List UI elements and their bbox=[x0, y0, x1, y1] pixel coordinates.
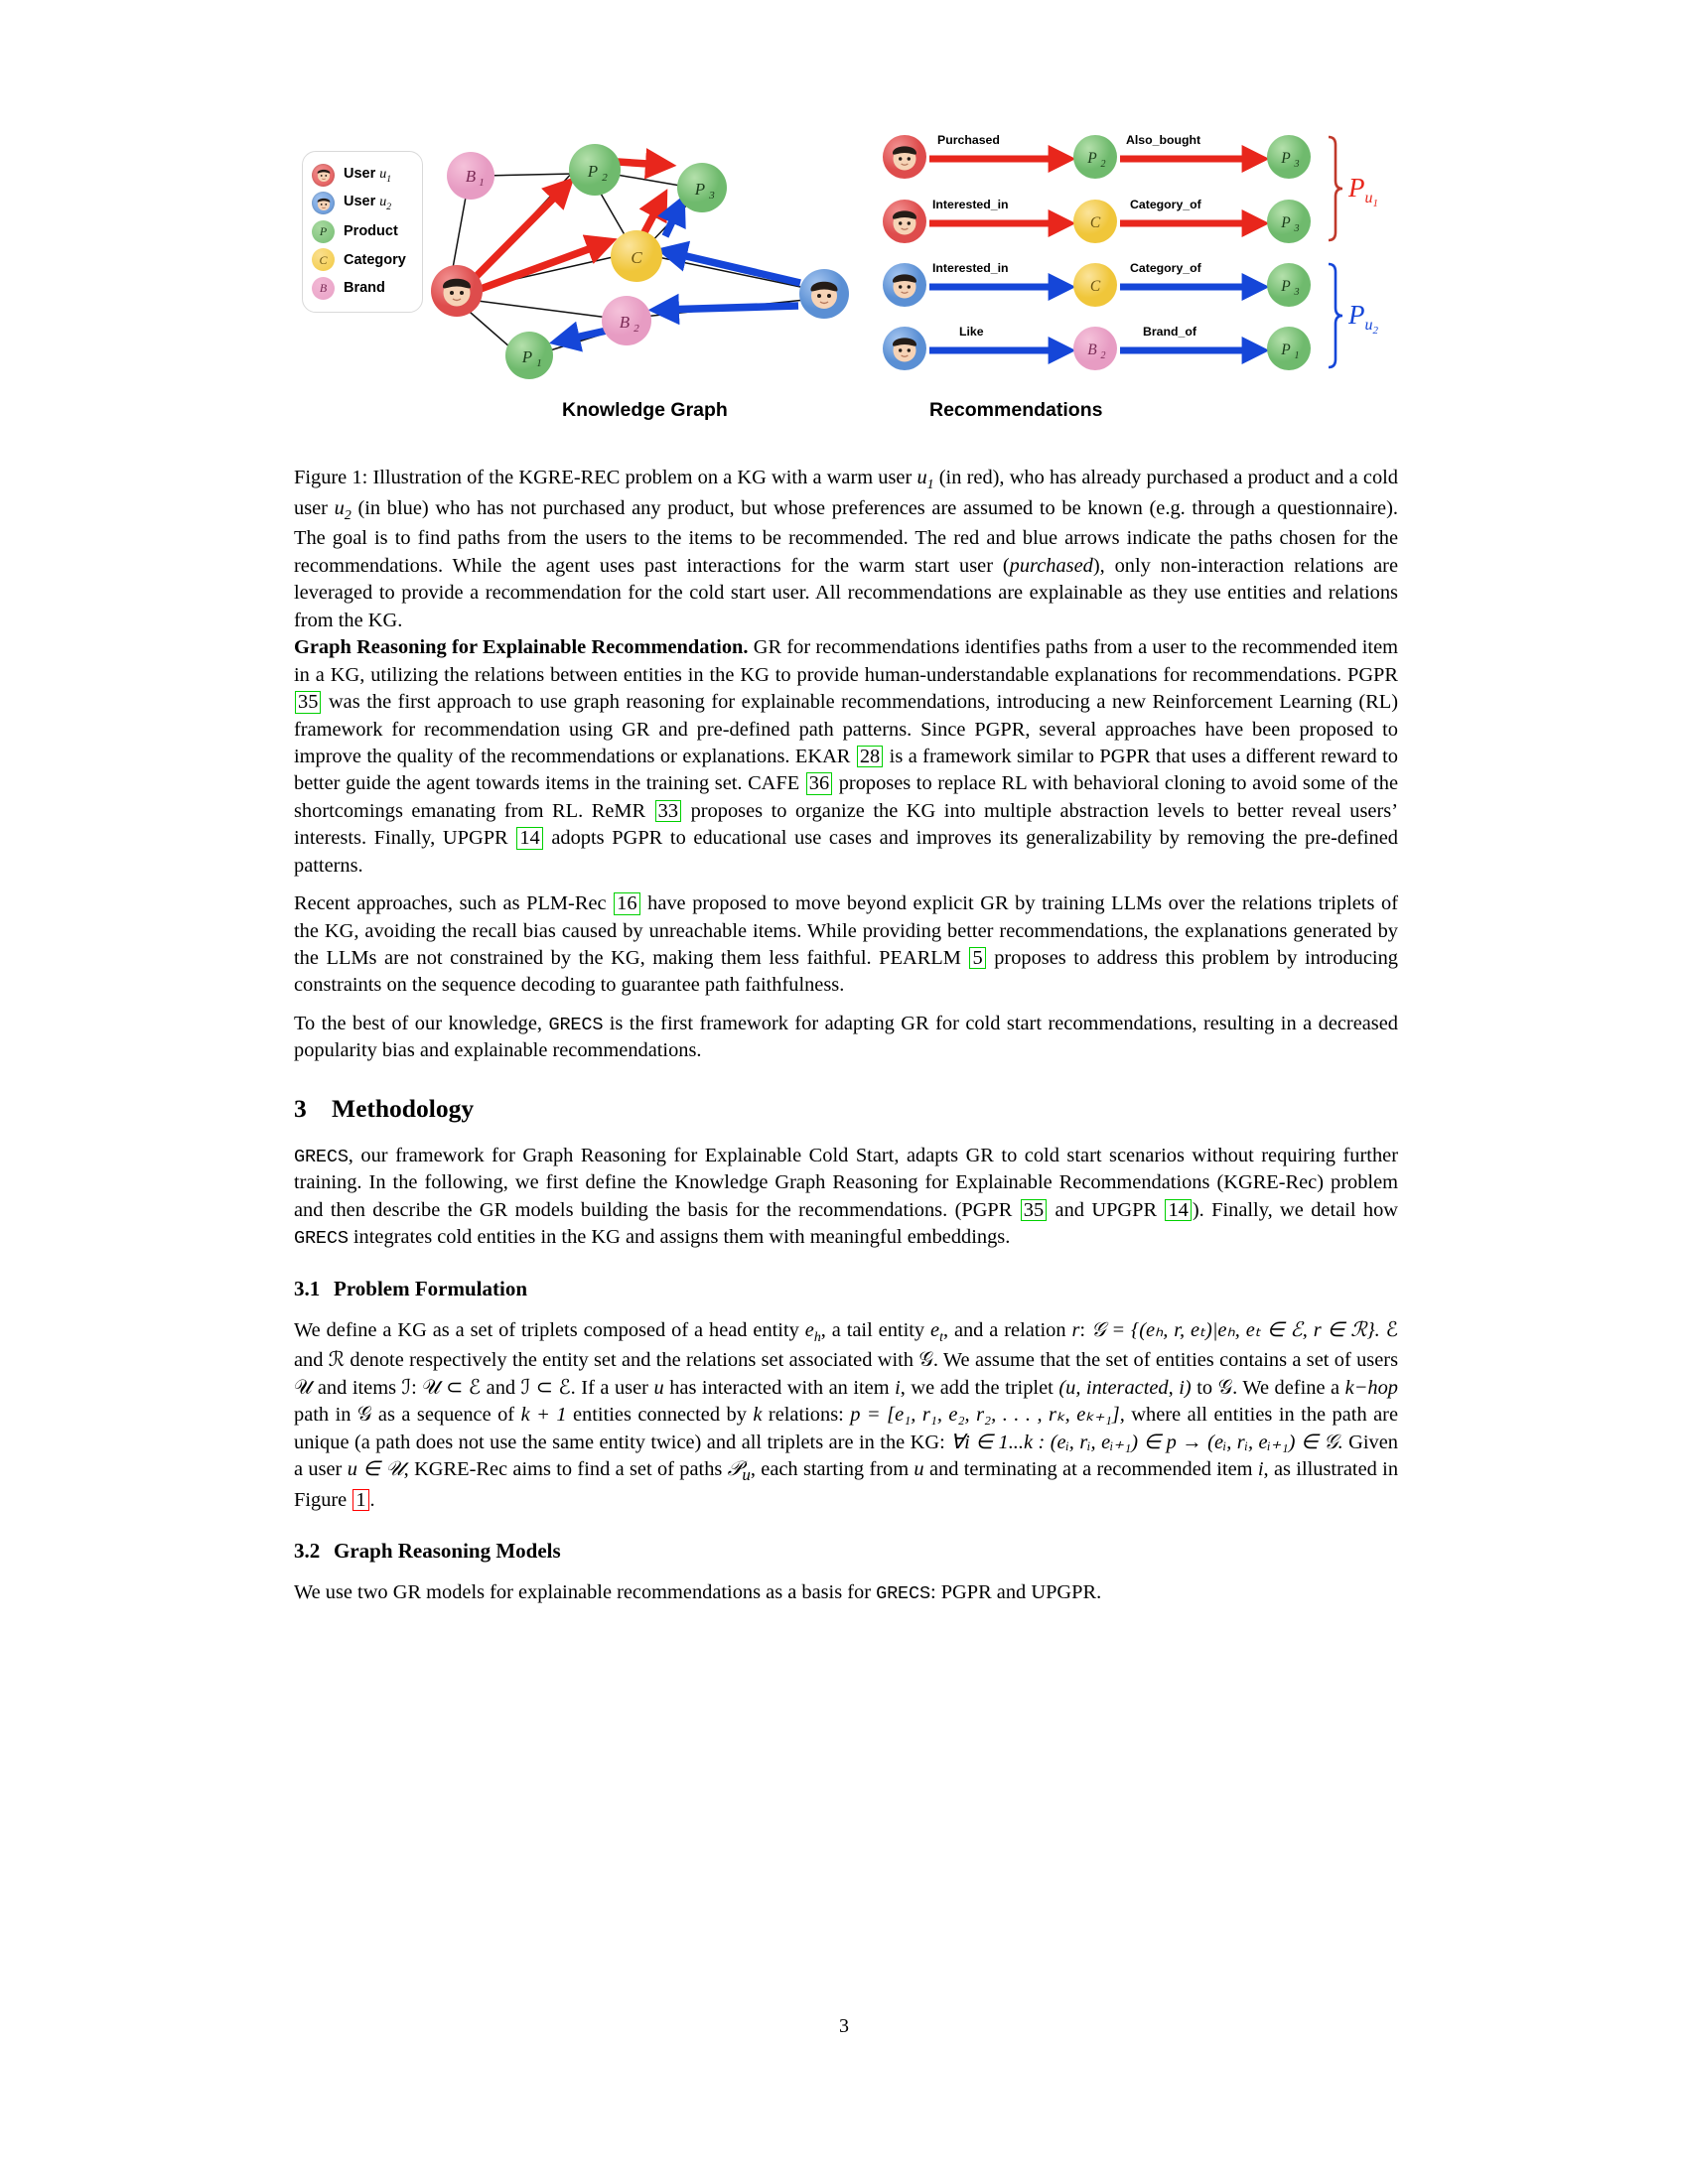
pf-t4: : bbox=[1079, 1318, 1091, 1341]
legend-label-product: Product bbox=[344, 223, 398, 240]
paragraph-runin-heading: Graph Reasoning for Explainable Recommendation. bbox=[294, 636, 749, 659]
citation-35-b[interactable]: 35 bbox=[1021, 1199, 1047, 1221]
svg-text:P: P bbox=[521, 347, 533, 366]
caption-math-u1: $u_1$ bbox=[916, 467, 934, 493]
caption-text-1: Illustration of the KGRE-REC problem on a KG with a warm user bbox=[367, 467, 917, 488]
rec-row-4 bbox=[883, 325, 1311, 370]
kg-node-category bbox=[611, 230, 662, 282]
brand-node-icon: B bbox=[312, 277, 335, 300]
kg-node-b2 bbox=[602, 296, 651, 345]
kg-node-p2 bbox=[569, 144, 621, 196]
legend-label-category: Category bbox=[344, 251, 406, 268]
figure-1 bbox=[294, 129, 1398, 457]
grecs-mono-2: GRECS bbox=[294, 1146, 349, 1167]
svg-text:Category_of: Category_of bbox=[1130, 198, 1201, 211]
page-content bbox=[294, 129, 1398, 1618]
svg-text:1: 1 bbox=[536, 357, 542, 369]
pf-equation-1: 𝒢 = {(eₕ, r, eₜ)|eₕ, eₜ ∈ ℰ, r ∈ ℛ}. bbox=[1090, 1318, 1380, 1341]
figure-legend bbox=[302, 151, 423, 313]
pf-t3: , and a relation bbox=[942, 1318, 1072, 1341]
svg-text:C: C bbox=[1089, 214, 1101, 231]
svg-text:B: B bbox=[619, 313, 631, 332]
svg-text:P: P bbox=[1281, 278, 1291, 295]
svg-text:1: 1 bbox=[479, 177, 485, 189]
pf-equation-5: p = [e₁, r₁, e₂, r₂, . . . , rₖ, eₖ₊₁], bbox=[850, 1404, 1125, 1427]
figure-reference-1[interactable]: 1 bbox=[352, 1489, 368, 1511]
paragraph-recent-approaches bbox=[294, 890, 1398, 1000]
svg-text:C: C bbox=[1089, 278, 1101, 295]
rw-p2-b: have proposed to move beyond explicit GR by training LLMs over the relations triplets of the KG, avoiding the recall bias caused by unreachable items. While providing better recommendations, the explanations generated by the LLMs are not constrained by the KG, making them less faithful. PEARLM bbox=[294, 892, 1399, 970]
svg-text:P: P bbox=[587, 162, 599, 181]
recommendations-diagram bbox=[860, 129, 1398, 387]
pf-math-i2: i bbox=[1257, 1458, 1264, 1481]
figure-caption bbox=[294, 465, 1398, 634]
grecs-mono-4: GRECS bbox=[876, 1583, 930, 1605]
rw-p1-c: is a framework similar to PGPR that uses a different reward to better guide the agent towards items in the training set. CAFE bbox=[294, 745, 1398, 795]
paragraph-problem-formulation bbox=[294, 1317, 1398, 1515]
pf-equation-2: (u, interacted, i) bbox=[1058, 1376, 1192, 1399]
product-node-icon: P bbox=[312, 220, 335, 243]
grecs-mono-3: GRECS bbox=[294, 1228, 349, 1250]
rw-p1-d: proposes to replace RL with behavioral cloning to avoid some of the shortcomings emanating from RL. ReMR bbox=[294, 772, 1398, 822]
pf-t11: relations: bbox=[762, 1404, 851, 1427]
svg-text:Category_of: Category_of bbox=[1130, 261, 1201, 275]
kg-node-user-u1 bbox=[431, 265, 483, 317]
legend-label-user-u1: User $u_1$ bbox=[344, 165, 392, 185]
citation-33[interactable]: 33 bbox=[655, 800, 681, 822]
pf-math-i: i bbox=[895, 1376, 901, 1399]
legend-item bbox=[312, 217, 414, 246]
svg-text:P: P bbox=[1281, 150, 1291, 167]
pf-math-pu: 𝒫$_u$ bbox=[727, 1458, 751, 1485]
pf-math-et: $e_t$ bbox=[930, 1318, 943, 1345]
svg-text:P: P bbox=[694, 180, 706, 199]
path-set-label-u1: $P_{u_1}$ bbox=[1348, 173, 1378, 210]
svg-text:2: 2 bbox=[1100, 159, 1106, 170]
svg-text:2: 2 bbox=[602, 172, 608, 184]
kg-node-p1 bbox=[505, 332, 553, 379]
svg-text:3: 3 bbox=[709, 190, 715, 202]
svg-text:P: P bbox=[1087, 150, 1097, 167]
subsection-title: Problem Formulation bbox=[334, 1276, 528, 1300]
pf-t12: where all entities in the path are unique (a path does not use the same entity twice) and all triplets are in the KG: bbox=[294, 1404, 1399, 1453]
pf-t9: path in 𝒢 as a sequence of bbox=[294, 1404, 521, 1427]
path-set-braces bbox=[1329, 137, 1342, 367]
pf-t14: , KGRE-Rec aims to find a set of paths bbox=[403, 1458, 728, 1481]
svg-text:Brand_of: Brand_of bbox=[1143, 325, 1196, 339]
rw-p2-c: proposes to address this problem by introducing constraints on the sequence decoding to guarantee path faithfulness. bbox=[294, 947, 1398, 997]
subsection-heading-problem-formulation bbox=[294, 1277, 1398, 1301]
legend-item bbox=[312, 190, 414, 218]
rw-p1-e: proposes to organize the KG into multiple abstraction levels to better reveal users’ interests. Finally, UPGPR bbox=[294, 799, 1398, 850]
kg-node-b1 bbox=[447, 152, 494, 200]
kg-blue-path-arrows bbox=[562, 206, 800, 341]
pf-t10: entities connected by bbox=[566, 1404, 754, 1427]
svg-text:B: B bbox=[465, 167, 477, 186]
svg-text:3: 3 bbox=[1294, 223, 1300, 234]
figure-sublabel-recommendations: Recommendations bbox=[929, 399, 1103, 421]
subsection-title: Graph Reasoning Models bbox=[334, 1539, 561, 1564]
knowledge-graph-diagram bbox=[423, 129, 850, 387]
caption-italic-purchased: purchased bbox=[1009, 554, 1093, 577]
svg-text:3: 3 bbox=[1294, 159, 1300, 170]
citation-35[interactable]: 35 bbox=[295, 691, 321, 713]
caption-math-u2: $u_2$ bbox=[334, 496, 352, 523]
paragraph-contribution bbox=[294, 1011, 1398, 1065]
pf-equation-6: ∀i ∈ 1...k : (eᵢ, rᵢ, eᵢ₊₁) ∈ p → (eᵢ, rᵢ, eᵢ₊₁) ∈ 𝒢. bbox=[950, 1431, 1343, 1453]
svg-text:2: 2 bbox=[1100, 350, 1106, 361]
kg-node-p3 bbox=[677, 163, 727, 212]
pf-t18: . bbox=[369, 1488, 375, 1511]
pf-equation-7: u ∈ 𝒰 bbox=[347, 1458, 404, 1481]
pf-math-eh: $e_h$ bbox=[804, 1318, 821, 1345]
svg-text:Interested_in: Interested_in bbox=[932, 261, 1009, 275]
section-heading-methodology bbox=[294, 1094, 1398, 1124]
citation-14-b[interactable]: 14 bbox=[1165, 1199, 1191, 1221]
pf-t17: , as illustrated in Figure bbox=[294, 1458, 1399, 1511]
svg-text:P: P bbox=[1281, 341, 1291, 358]
pf-math-u: u bbox=[653, 1376, 664, 1399]
citation-36[interactable]: 36 bbox=[806, 772, 832, 794]
svg-text:Purchased: Purchased bbox=[937, 133, 1000, 147]
rec-row-2 bbox=[883, 198, 1311, 243]
svg-text:Also_bought: Also_bought bbox=[1126, 133, 1201, 147]
grm-t2: : PGPR and UPGPR. bbox=[929, 1581, 1102, 1604]
pf-t15: , each starting from bbox=[750, 1458, 914, 1481]
legend-item bbox=[312, 246, 414, 275]
citation-16[interactable]: 16 bbox=[614, 892, 639, 914]
rw-p3-a: To the best of our knowledge, bbox=[294, 1012, 549, 1034]
svg-text:1: 1 bbox=[1294, 350, 1300, 361]
rw-p1-b: was the first approach to use graph reasoning for explainable recommendations, introducing a new Reinforcement Learning (RL) framework for recommendation using GR and pre-defined path patterns. Since PGPR, several approaches have been proposed to improve the quality of the recommendations or explanations. EKAR bbox=[294, 691, 1398, 767]
grecs-mono-1: GRECS bbox=[548, 1014, 604, 1035]
subsection-heading-graph-reasoning-models bbox=[294, 1539, 1398, 1564]
caption-text-3: (in blue) who has not purchased any product, but whose preferences are assumed to be known (e.g. through a questionnaire). The goal is to find paths from the users to the items to be recommended. The red and blue arrows indicate the paths chosen for the recommendations. While the agent uses past interactions for the warm start user ( bbox=[294, 496, 1398, 577]
citation-28[interactable]: 28 bbox=[857, 746, 883, 767]
legend-item bbox=[312, 274, 414, 303]
pf-t1: We define a KG as a set of triplets composed of a head entity bbox=[294, 1318, 805, 1341]
svg-text:2: 2 bbox=[633, 323, 639, 335]
kg-node-user-u2 bbox=[799, 269, 849, 319]
legend-item bbox=[312, 161, 414, 190]
user-u1-avatar-icon bbox=[312, 164, 335, 187]
svg-text:Like: Like bbox=[959, 325, 984, 339]
user-u2-avatar-icon bbox=[312, 192, 335, 214]
caption-prefix: Figure 1: bbox=[294, 467, 368, 488]
pf-t5: ℰ and ℛ denote respectively the entity set and the relations set associated with 𝒢. We assume that the set of entities contains a set of users 𝒰 and items ℐ: 𝒰 ⊂ ℰ and ℐ ⊂ ℰ. If a user bbox=[294, 1318, 1399, 1399]
pf-equation-3: k−hop bbox=[1344, 1376, 1398, 1399]
legend-label-brand: Brand bbox=[344, 280, 385, 297]
pf-t8: to 𝒢. We define a bbox=[1191, 1376, 1345, 1399]
svg-text:Interested_in: Interested_in bbox=[932, 198, 1009, 211]
citation-14[interactable]: 14 bbox=[516, 827, 542, 849]
paragraph-graph-reasoning-models bbox=[294, 1579, 1398, 1606]
rw-p3-b: is the first framework for adapting GR for cold start recommendations, resulting in a decreased popularity bias and explainable recommendations. bbox=[294, 1012, 1398, 1062]
meth-c: ). Finally, we detail how bbox=[1192, 1198, 1398, 1221]
svg-text:C: C bbox=[631, 248, 642, 267]
caption-text-2: (in red), who has already purchased a product and a cold user bbox=[294, 467, 1398, 519]
caption-text-4: ), only non-interaction relations are leveraged to provide a recommendation for the cold start user. All recommendations are explainable as they use entities and relations from the KG. bbox=[294, 554, 1399, 631]
pf-math-u2: u bbox=[914, 1458, 924, 1481]
rw-p2-a: Recent approaches, such as PLM-Rec bbox=[294, 892, 614, 915]
section-title: Methodology bbox=[332, 1093, 475, 1123]
pf-t7: , we add the triplet bbox=[900, 1376, 1059, 1399]
svg-text:P: P bbox=[1281, 214, 1291, 231]
subsection-number: 3.1 bbox=[294, 1276, 321, 1300]
meth-d: integrates cold entities in the KG and assigns them with meaningful embeddings. bbox=[348, 1226, 1011, 1249]
section-number: 3 bbox=[294, 1093, 307, 1123]
svg-text:3: 3 bbox=[1294, 287, 1300, 298]
rec-row-3 bbox=[883, 261, 1311, 307]
pf-t13: Given a user bbox=[294, 1431, 1398, 1481]
pf-math-k: k bbox=[753, 1404, 763, 1427]
meth-b: and UPGPR bbox=[1048, 1198, 1165, 1221]
svg-text:B: B bbox=[1087, 341, 1097, 358]
pf-math-r: r bbox=[1071, 1318, 1080, 1341]
figure-sublabel-knowledge-graph: Knowledge Graph bbox=[562, 399, 728, 421]
pf-t16: and terminating at a recommended item bbox=[923, 1458, 1258, 1481]
pf-t6: has interacted with an item bbox=[663, 1376, 896, 1399]
path-set-label-u2: $P_{u_2}$ bbox=[1348, 300, 1378, 338]
pf-equation-4: k + 1 bbox=[520, 1404, 567, 1427]
paragraph-graph-reasoning bbox=[294, 634, 1398, 880]
pf-t2: , a tail entity bbox=[820, 1318, 931, 1341]
grm-t1: We use two GR models for explainable recommendations as a basis for bbox=[294, 1581, 877, 1604]
legend-label-user-u2: User $u_2$ bbox=[344, 194, 392, 213]
rec-row-1 bbox=[883, 133, 1311, 179]
rw-p1-f: adopts PGPR to educational use cases and improves its generalizability by removing the pre-defined patterns. bbox=[294, 827, 1399, 877]
paragraph-methodology-intro bbox=[294, 1143, 1398, 1252]
meth-a: , our framework for Graph Reasoning for Explainable Cold Start, adapts GR to cold start scenarios without requiring further training. In the following, we first define the Knowledge Graph Reasoning for Explainable Recommendations (KGRE-Rec) problem and then describe the GR models building the basis for the recommendations. (PGPR bbox=[294, 1144, 1398, 1221]
page-number: 3 bbox=[839, 2015, 849, 2037]
subsection-number: 3.2 bbox=[294, 1539, 321, 1564]
rw-p1-a: GR for recommendations identifies paths from a user to the recommended item in a KG, utilizing the relations between entities in the KG to provide human-understandable explanations for recommendations. PGPR bbox=[294, 636, 1398, 686]
category-node-icon: C bbox=[312, 248, 335, 271]
citation-5[interactable]: 5 bbox=[969, 947, 985, 969]
